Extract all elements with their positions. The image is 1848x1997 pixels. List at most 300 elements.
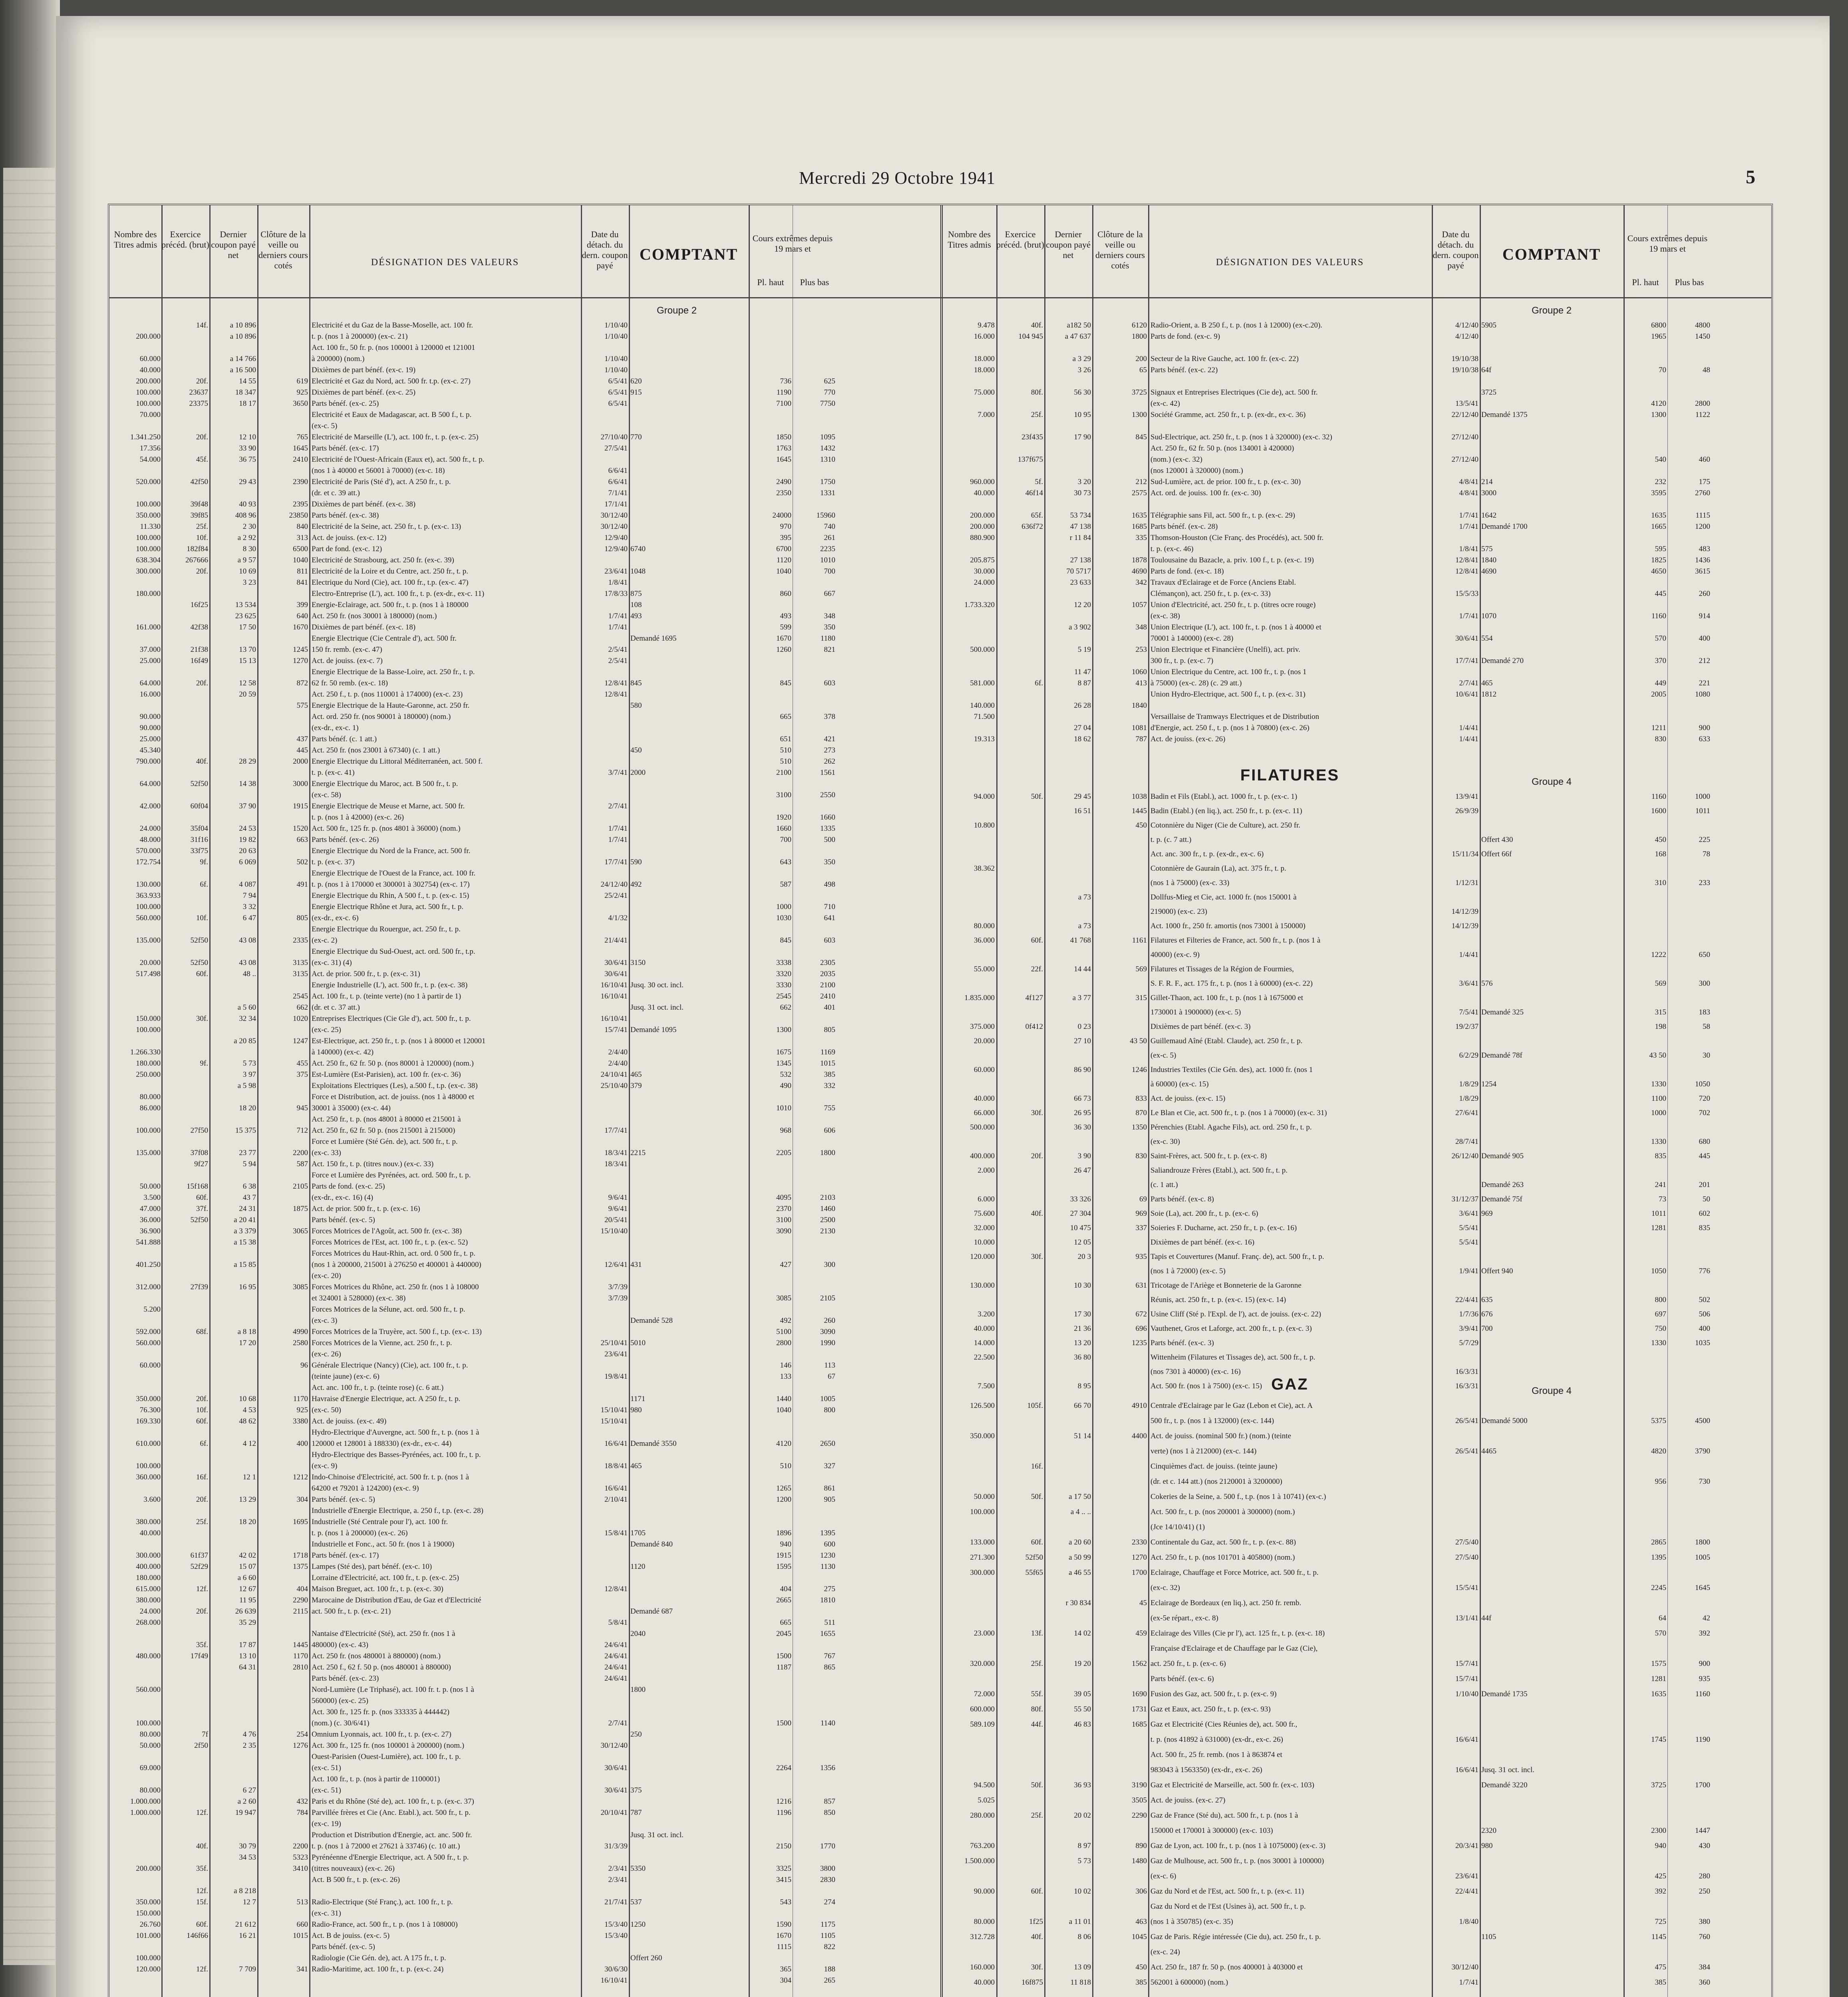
cell-plus-bas: 1000 (1695, 792, 1710, 801)
cell-cloture: 1015 (293, 1931, 308, 1940)
cell-cloture: 1212 (293, 1473, 308, 1481)
cell-dernier: 41 768 (1070, 936, 1091, 945)
cell-nombre: 23.000 (974, 1629, 995, 1638)
cell-date: 1/9/41 (1459, 1267, 1478, 1275)
cell-date: 22/12/40 (1451, 411, 1478, 419)
cell-nombre: 80.000 (139, 1786, 161, 1795)
cell-exercice: 52f29 (190, 1562, 208, 1571)
cell-exercice: 25f. (1031, 1660, 1043, 1668)
cell-plus-bas: 2105 (820, 1294, 835, 1302)
cell-designation: Act. 500 fr., t. p. (nos 200001 à 300000) (nom.) (1151, 1508, 1295, 1516)
cell-dernier: a 5 60 (237, 1003, 256, 1012)
cell-cloture: 3410 (293, 1864, 308, 1873)
cell-designation: Force et Lumière des Pyrénées, act. ord. 500 fr., t. p. (312, 1171, 471, 1179)
cell-designation: (ex-c. 6) (1151, 1872, 1176, 1880)
cell-pl-haut: 1590 (776, 1920, 791, 1929)
cell-cloture: 1247 (293, 1037, 308, 1045)
header-cours-extremes: Cours extrêmes depuis 19 mars et (752, 233, 833, 254)
cell-dernier: 2 30 (242, 522, 256, 531)
cell-exercice: 80f. (1031, 388, 1043, 397)
cell-plus-bas: 188 (824, 1965, 835, 1973)
cell-dernier: a182 50 (1067, 321, 1091, 330)
header-cloture: Clôture de la veille ou derniers cours cotés (258, 229, 308, 270)
cell-dernier: 4 087 (239, 880, 256, 889)
cell-designation: Gaz du Nord et de l'Est, act. 500 fr., t. p. (ex-c. 11) (1151, 1887, 1304, 1896)
cell-plus-bas: 400 (1699, 1324, 1710, 1333)
cell-plus-bas: 1800 (820, 1149, 835, 1157)
cell-nombre: 10.800 (974, 821, 995, 830)
table-row (109, 1629, 1771, 1639)
cell-exercice: 25f. (196, 1518, 208, 1526)
cell-plus-bas: 233 (1699, 879, 1710, 887)
cell-dernier: 10 95 (1074, 411, 1091, 419)
cell-designation: Forces Motrices de l'Est, act. 100 fr., t. p. (ex-c. 52) (312, 1238, 468, 1247)
cell-dernier: 37 90 (239, 802, 256, 810)
cell-designation: (dr. et c. 39 att.) (312, 489, 360, 497)
cell-pl-haut: 1965 (1651, 332, 1666, 341)
cell-plus-bas: 857 (824, 1797, 835, 1806)
cell-designation: Pérenchies (Etabl. Agache Fils), act. ord. 250 fr., t. p. (1151, 1123, 1312, 1132)
header-dernier-coupon: Dernier coupon payé net (211, 229, 256, 260)
cell-nombre: 40.000 (974, 1094, 995, 1103)
table-row (109, 612, 1771, 621)
cell-pl-haut: 6800 (1651, 321, 1666, 330)
cell-dernier: 10 475 (1070, 1224, 1091, 1232)
table-row (109, 1152, 1771, 1161)
cell-designation: Travaux d'Eclairage et de Force (Anciens Etabl. (1151, 578, 1296, 587)
cell-exercice: 80f. (1031, 1705, 1043, 1713)
cell-dernier: 11 95 (239, 1596, 256, 1604)
cell-date: 16/6/41 (604, 1484, 628, 1493)
cell-plus-bas: 1010 (820, 556, 835, 564)
cell-comptant: 4465 (1481, 1447, 1496, 1455)
cell-designation: Electricité de Paris (Sté d'), act. A 250 fr., t. p. (312, 478, 451, 486)
cell-date: 17/7/41 (604, 1126, 628, 1135)
cell-designation: (ex-c. 32) (1151, 1584, 1180, 1592)
cell-exercice: 6f. (200, 880, 208, 889)
cell-designation: Union Hydro-Electrique, act. 500 f., t. p. (ex-c. 31) (1151, 690, 1306, 699)
cell-pl-haut: 385 (1655, 1978, 1666, 1987)
cell-designation: Gaz et Electricité (Cies Réunies de), act. 500 fr., (1151, 1720, 1298, 1729)
cell-cloture: 1081 (1132, 724, 1147, 732)
cell-dernier: 53 734 (1070, 511, 1091, 520)
cell-dernier: 19 20 (1074, 1660, 1091, 1668)
cell-dernier: 70 5717 (1066, 567, 1091, 576)
cell-comptant: 1120 (630, 1562, 646, 1571)
cell-nombre: 763.200 (970, 1842, 995, 1850)
cell-exercice: 35f04 (190, 824, 208, 833)
cell-exercice: 22f. (1031, 965, 1043, 973)
cell-cloture: 1040 (293, 556, 308, 564)
cell-dernier: 48 .. (242, 970, 256, 978)
cell-plus-bas: 2500 (820, 1216, 835, 1224)
cell-nombre: 589.109 (970, 1720, 995, 1729)
cell-date: 17/1/41 (604, 500, 628, 508)
table-row (109, 1238, 1771, 1248)
cell-designation: act. 500 fr., t. p. (ex-c. 21) (312, 1607, 391, 1616)
cell-date: 1/10/40 (604, 366, 628, 374)
cell-pl-haut: 4095 (776, 1193, 791, 1202)
table-row (109, 713, 1771, 722)
cell-cloture: 2290 (293, 1596, 308, 1604)
cell-comptant: 554 (1481, 634, 1493, 643)
cell-dernier: 27 138 (1070, 556, 1091, 564)
cell-plus-bas: 1436 (1695, 556, 1710, 564)
cell-pl-haut: 532 (780, 1070, 791, 1079)
cell-pl-haut: 1100 (1651, 1094, 1666, 1103)
cell-exercice: 60f. (1031, 1887, 1043, 1896)
cell-cloture: 1038 (1132, 792, 1147, 801)
cell-dernier: 55 50 (1074, 1705, 1091, 1713)
table-row (109, 1037, 1771, 1046)
cell-plus-bas: 1447 (1695, 1826, 1710, 1835)
cell-exercice: 105f. (1027, 1401, 1043, 1410)
table-row (109, 1353, 1771, 1363)
table-row (109, 1948, 1771, 1957)
cell-designation: (ex-c. 50) (312, 1406, 341, 1414)
cell-designation: d'Energie, act. 250 f., t. p. (nos 1 à 70800) (ex-c. 26) (1151, 724, 1309, 732)
cell-date: 30/12/40 (600, 1741, 628, 1750)
cell-pl-haut: 2005 (1651, 690, 1666, 699)
cell-dernier: 13 534 (235, 601, 256, 609)
cell-dernier: 14 38 (239, 780, 256, 788)
cell-designation: Soie (La), act. 200 fr., t. p. (ex-c. 6) (1151, 1209, 1258, 1218)
cell-dernier: 12 05 (1074, 1238, 1091, 1247)
cell-date: 2/4/40 (608, 1059, 628, 1068)
cell-pl-haut: 43 50 (1649, 1051, 1666, 1060)
cell-nombre: 312.728 (970, 1933, 995, 1941)
cell-pl-haut: 1330 (1651, 1137, 1666, 1146)
cell-plus-bas: 1130 (820, 1562, 835, 1571)
table-row (109, 724, 1771, 733)
cell-cloture: 200 (1135, 355, 1147, 363)
cell-dernier: 5 19 (1077, 645, 1091, 654)
cell-designation: (ex-c. 58) (312, 791, 341, 799)
table-row (109, 1553, 1771, 1563)
table-row (109, 1080, 1771, 1090)
cell-designation: Parvillée frères et Cie (Anc. Etabl.), act. 500 fr., t. p. (312, 1808, 471, 1817)
cell-designation: Act. 250 f., t. p. (nos 110001 à 174000) (ex-c. 23) (312, 690, 463, 699)
cell-exercice: 68f. (196, 1328, 208, 1336)
cell-pl-haut: 1635 (1651, 1690, 1666, 1698)
header-nombre: Nombre des Titres admis (113, 229, 157, 250)
cell-comptant: 5905 (1481, 321, 1496, 330)
cell-comptant: Offert 66f (1481, 850, 1512, 858)
cell-designation: (ex-dr., ex-c. 6) (312, 914, 359, 922)
cell-date: 10/6/41 (1455, 690, 1478, 699)
cell-designation: (ex-c. 19) (312, 1820, 341, 1828)
cell-date: 17/7/41 (1455, 657, 1478, 665)
cell-pl-haut: 3085 (776, 1294, 791, 1302)
cell-plus-bas: 1432 (820, 444, 835, 453)
cell-nombre: 25.000 (139, 657, 161, 665)
cell-designation: Versaillaise de Tramways Electriques et de Distribution (1151, 713, 1319, 721)
cell-dernier: 5 94 (242, 1160, 256, 1168)
cell-cloture: 784 (296, 1808, 308, 1817)
cell-designation: (ex-dr., ex-c. 1) (312, 724, 359, 732)
cell-cloture: 335 (1135, 534, 1147, 542)
cell-dernier: 16 21 (239, 1931, 256, 1940)
cell-designation: Cotonnière du Niger (Cie de Culture), act. 250 fr. (1151, 821, 1301, 830)
cell-comptant: 635 (1481, 1296, 1493, 1304)
group-label-right-1: Groupe 2 (1532, 305, 1572, 316)
cell-comptant: 787 (630, 1808, 642, 1817)
cell-pl-haut: 1595 (776, 1562, 791, 1571)
cell-designation: Parts bénéf. (ex-c. 38) (312, 511, 379, 520)
cell-dernier: 23 77 (239, 1149, 256, 1157)
cell-pl-haut: 2545 (776, 992, 791, 1000)
cell-pl-haut: 198 (1655, 1022, 1666, 1031)
cell-designation: Act. 500 fr., 25 fr. remb. (nos 1 à 863874 et (1151, 1751, 1282, 1759)
cell-cloture: 841 (296, 578, 308, 587)
cell-dernier: 66 73 (1074, 1094, 1091, 1103)
cell-cloture: 2810 (293, 1663, 308, 1671)
cell-exercice: 16f875 (1021, 1978, 1043, 1987)
cell-exercice: 42f38 (190, 623, 208, 631)
cell-nombre: 500.000 (970, 1123, 995, 1132)
cell-designation: Clémançon), act. 250 fr., t. p. (ex-c. 33) (1151, 590, 1271, 598)
cell-cloture: 254 (296, 1730, 308, 1739)
table-row (109, 994, 1771, 1003)
cell-date: 1/7/41 (1459, 511, 1478, 520)
cell-nombre: 135.000 (136, 936, 161, 945)
cell-nombre: 60.000 (974, 1066, 995, 1074)
cell-designation: Est-Electrique, act. 250 fr., t. p. (nos 1 à 80000 et 120001 (312, 1037, 486, 1045)
cell-date: 9/6/41 (608, 1193, 628, 1202)
table-row (109, 1690, 1771, 1699)
cell-designation: Act. 300 fr., 125 fr. (nos 100001 à 200000) (nom.) (312, 1741, 465, 1750)
cell-nombre: 50.000 (139, 1741, 161, 1750)
cell-pl-haut: 475 (1655, 1963, 1666, 1971)
cell-exercice: 20f. (196, 1395, 208, 1403)
cell-comptant: 375 (630, 1786, 642, 1795)
cell-comptant: 2040 (630, 1630, 646, 1638)
cell-date: 1/8/41 (1459, 545, 1478, 553)
cell-plus-bas: 702 (1699, 1109, 1710, 1117)
cell-dernier: 8 95 (1077, 1382, 1091, 1390)
cell-designation: Part de fond. (ex-c. 12) (312, 545, 382, 553)
cell-nombre: 180.000 (136, 590, 161, 598)
table-row (109, 478, 1771, 487)
cell-designation: Energie Electrique du Sud-Ouest, act. ord. 500 fr., t.p. (312, 947, 475, 956)
cell-nombre: 350.000 (970, 1432, 995, 1440)
cell-pl-haut: 450 (1655, 836, 1666, 844)
cell-date: 12/8/41 (604, 690, 628, 699)
cell-designation: Parts bénéf. (ex-c. 17) (312, 444, 379, 453)
cell-cloture: 662 (296, 1003, 308, 1012)
cell-designation: Tapis et Couvertures (Manuf. Franç. de), act. 500 fr., t. p. (1151, 1253, 1324, 1261)
cell-nombre: 40.000 (974, 489, 995, 497)
header-exercice-right: Exercice précéd. (brut) (996, 229, 1044, 250)
cell-cloture: 619 (296, 377, 308, 385)
cell-pl-haut: 2865 (1651, 1538, 1666, 1546)
cell-pl-haut: 425 (1655, 1872, 1666, 1880)
cell-pl-haut: 1500 (776, 1652, 791, 1660)
cell-exercice: 20f. (196, 679, 208, 687)
cell-date: 19/10/38 (1451, 355, 1478, 363)
cell-cloture: 1161 (1132, 936, 1147, 945)
cell-plus-bas: 1105 (820, 1931, 835, 1940)
cell-dernier: 66 70 (1074, 1401, 1091, 1410)
cell-dernier: 6 27 (242, 1786, 256, 1795)
cell-date: 27/5/41 (604, 444, 628, 453)
cell-designation: (ex-c. 51) (312, 1764, 341, 1772)
cell-plus-bas: 2650 (820, 1439, 835, 1448)
cell-cloture: 413 (1135, 679, 1147, 687)
cell-designation: 300 fr., t. p. (ex-c. 7) (1151, 657, 1214, 665)
cell-comptant: Jusq. 30 oct. incl. (630, 981, 684, 989)
cell-pl-haut: 1115 (777, 1943, 791, 1951)
cell-dernier: 15 375 (235, 1126, 256, 1135)
cell-date: 2/4/40 (608, 1048, 628, 1056)
cell-exercice: 17f49 (190, 1652, 208, 1660)
cell-comptant: 250 (630, 1730, 642, 1739)
cell-comptant: 1250 (630, 1920, 646, 1929)
cell-designation: 1730001 à 1900000) (ex-c. 5) (1151, 1008, 1241, 1016)
cell-plus-bas: 175 (1699, 478, 1710, 486)
cell-date: 16/10/41 (600, 1976, 628, 1985)
cell-designation: Act. 250 fr., 62 fr. 50 p. (nos 80001 à 120000) (nom.) (312, 1059, 474, 1068)
cell-plus-bas: 30 (1703, 1051, 1710, 1060)
table-row (109, 1209, 1771, 1219)
cell-designation: 120000 et 128001 à 188330) (ex-dr., ex-c. 44) (312, 1439, 452, 1448)
cell-designation: Act. B de jouiss. (ex-c. 5) (312, 1931, 390, 1940)
cell-plus-bas: 1331 (820, 489, 835, 497)
cell-designation: Parts bénéf. (ex-c. 26) (312, 836, 379, 844)
cell-date: 14/12/39 (1451, 922, 1478, 930)
cell-designation: Forces Motrices du Rhône, act. 250 fr. (nos 1 à 108000 (312, 1283, 479, 1291)
cell-designation: Dixièmes de part bénéf. (ex-c. 16) (1151, 1238, 1255, 1247)
cell-cloture: 1235 (1132, 1339, 1147, 1347)
cell-plus-bas: 48 (1703, 366, 1710, 374)
cell-dernier: 10 02 (1074, 1887, 1091, 1896)
cell-comptant: 1705 (630, 1529, 646, 1537)
cell-cloture: 640 (296, 612, 308, 620)
cell-nombre: 133.000 (970, 1538, 995, 1546)
cell-pl-haut: 1000 (1651, 1109, 1666, 1117)
cell-pl-haut: 1050 (1651, 1267, 1666, 1275)
cell-pl-haut: 1330 (1651, 1080, 1666, 1088)
cell-designation: à 200000) (nom.) (312, 355, 365, 363)
cell-designation: Dixièmes de part bénéf. (ex-c. 25) (312, 388, 416, 397)
cell-nombre: 130.000 (970, 1281, 995, 1290)
cell-nombre: 40.000 (139, 366, 161, 374)
cell-nombre: 150.000 (136, 1014, 161, 1023)
cell-pl-haut: 3090 (776, 1227, 791, 1235)
cell-date: 30/6/41 (604, 1786, 628, 1795)
cell-dernier: a 2 60 (237, 1797, 256, 1806)
cell-date: 18/8/41 (604, 1462, 628, 1470)
cell-designation: 64200 et 79201 à 124200) (ex-c. 9) (312, 1484, 419, 1493)
cell-nombre: 160.000 (970, 1963, 995, 1971)
cell-plus-bas: 776 (1699, 1267, 1710, 1275)
cell-cloture: 1300 (1132, 411, 1147, 419)
cell-plus-bas: 67 (828, 1372, 835, 1381)
table-row (109, 735, 1771, 744)
cell-designation: (ex-c. 31) (312, 1909, 341, 1918)
cell-cloture: 3135 (293, 970, 308, 978)
cell-date: 23/6/41 (604, 1350, 628, 1358)
table-row (109, 951, 1771, 960)
cell-nombre: 80.000 (974, 922, 995, 930)
cell-nombre: 200.000 (136, 377, 161, 385)
cell-cloture: 400 (296, 1439, 308, 1448)
cell-dernier: 21 612 (235, 1920, 256, 1929)
cell-nombre: 380.000 (136, 1596, 161, 1604)
cell-designation: Cinquièmes d'act. de jouiss. (teinte jaune) (1151, 1462, 1278, 1471)
cell-designation: Force et Distribution, act. de jouiss. (nos 1 à 48000 et (312, 1093, 474, 1101)
cell-comptant: 575 (1481, 545, 1493, 553)
cell-comptant: 1048 (630, 567, 646, 576)
cell-cloture: 437 (296, 735, 308, 743)
cell-date: 27/10/40 (600, 433, 628, 441)
cell-dernier: a 10 896 (230, 321, 256, 330)
cell-pl-haut: 1600 (1651, 807, 1666, 815)
cell-exercice: 6f. (200, 1439, 208, 1448)
cell-exercice: 9f27 (194, 1160, 208, 1168)
cell-comptant: Demandé 1735 (1481, 1690, 1528, 1698)
cell-designation: Forces Motrices de la Sélune, act. ord. 500 fr., t. p. (312, 1305, 465, 1314)
cell-designation: Gaz du Nord et de l'Est (Usines à), act. 500 fr., t. p. (1151, 1902, 1306, 1911)
table-row (109, 1857, 1771, 1866)
cell-exercice: 20f. (1031, 1152, 1043, 1160)
cell-nombre: 26.760 (139, 1920, 161, 1929)
cell-pl-haut: 1575 (1651, 1660, 1666, 1668)
cell-dernier: 24 53 (239, 824, 256, 833)
cell-pl-haut: 1265 (776, 1484, 791, 1493)
cell-plus-bas: 378 (824, 713, 835, 721)
table-row (109, 444, 1771, 454)
cell-designation: Electricité et Eaux de Madagascar, act. B 500 f., t. p. (312, 411, 472, 419)
cell-nombre: 22.500 (974, 1353, 995, 1362)
cell-dernier: 3 20 (1077, 478, 1091, 486)
cell-plus-bas: 262 (824, 757, 835, 766)
cell-exercice: 30f. (1031, 1963, 1043, 1971)
cell-plus-bas: 914 (1699, 612, 1710, 620)
newspaper-page (56, 16, 1830, 1997)
cell-dernier: 3 97 (242, 1070, 256, 1079)
cell-dernier: 20 02 (1074, 1811, 1091, 1820)
cell-plus-bas: 360 (1699, 1978, 1710, 1987)
cell-dernier: 15 13 (239, 657, 256, 665)
cell-nombre: 90.000 (139, 724, 161, 732)
cell-cloture: 432 (296, 1797, 308, 1806)
cell-designation: 30001 à 35000) (ex-c. 44) (312, 1104, 391, 1112)
table-row (109, 556, 1771, 566)
cell-dernier: 51 14 (1074, 1432, 1091, 1440)
cell-date: 1/8/40 (1459, 1918, 1478, 1926)
cell-plus-bas: 2235 (820, 545, 835, 553)
cell-designation: à 140000) (ex-c. 42) (312, 1048, 374, 1056)
cell-date: 1/10/40 (604, 321, 628, 330)
cell-exercice: 15f. (196, 1898, 208, 1906)
table-row (109, 645, 1771, 655)
cell-date: 1/7/41 (1459, 1978, 1478, 1987)
table-row (109, 1963, 1771, 1973)
cell-date: 26/12/40 (1451, 1152, 1478, 1160)
cell-nombre: 9.478 (978, 321, 995, 330)
cell-cloture: 845 (1135, 433, 1147, 441)
cell-exercice: 33f75 (190, 847, 208, 855)
cell-designation: Union d'Electricité, act. 250 fr., t. p. (titres ocre rouge) (1151, 601, 1316, 609)
cell-cloture: 3000 (293, 780, 308, 788)
cell-pl-haut: 3725 (1651, 1781, 1666, 1789)
cell-designation: Parts bénéf. (ex-c. 5) (312, 1495, 375, 1504)
cell-date: 24/6/41 (604, 1652, 628, 1660)
cell-comptant: 431 (630, 1261, 642, 1269)
cell-plus-bas: 603 (824, 679, 835, 687)
cell-date: 21/7/41 (604, 1898, 628, 1906)
